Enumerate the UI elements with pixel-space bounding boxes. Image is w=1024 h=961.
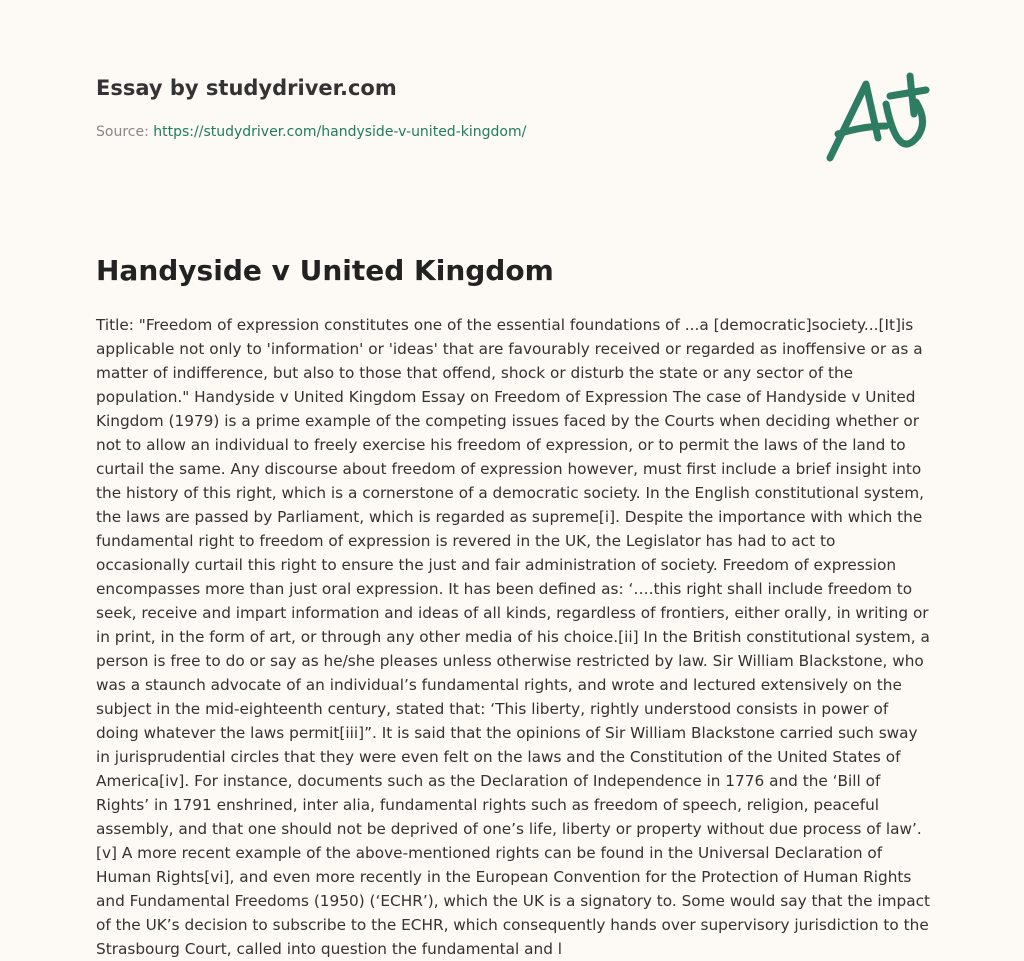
source-label: Source: [96, 124, 149, 140]
a-plus-logo-icon [818, 66, 938, 176]
site-brand: Essay by studydriver.com [96, 76, 397, 100]
article-title: Handyside v United Kingdom [96, 254, 554, 287]
source-line [96, 124, 526, 140]
source-link[interactable]: https://studydriver.com/handyside-v-united-kingdom/ [153, 124, 527, 140]
article-body: Title: "Freedom of expression constitutes one of the essential foundations of ...a [democratic]society...[It]is applicable not only to 'information' or 'ideas' that are favourably received or regarded as inoffensive or as a matter of indifference, but also to those that offend, shock or disturb the state or any sector of the population." Handyside v United Kingdom Essay on Freedom of Expression The case of Handyside v United Kingdom (1979) is a prime example of the competing issues faced by the Courts when deciding whether or not to allow an individual to freely exercise his freedom of expression, or to permit the laws of the land to curtail the same. Any discourse about freedom of expression however, must first include a brief insight into the history of this right, which is a cornerstone of a democratic society. In the English constitutional system, the laws are passed by Parliament, which is regarded as supreme[i]. Despite the importance with which the fundamental right to freedom of expression is revered in the UK, the Legislator has had to act to occasionally curtail this right to ensure the just and fair administration of society. Freedom of expression encompasses more than just oral expression. It has been defined as: ‘….this right shall include freedom to seek, receive and impart information and ideas of all kinds, regardless of frontiers, either orally, in writing or in print, in the form of art, or through any other media of his choice.[ii] In the British constitutional system, a person is free to do or say as he/she pleases unless otherwise restricted by law. Sir William Blackstone, who was a staunch advocate of an individual’s fundamental rights, and wrote and lectured extensively on the subject in the mid-eighteenth century, stated that: ‘This liberty, rightly understood consists in power of doing whatever the laws permit[iii]”. It is said that the opinions of Sir William Blackstone carried such sway in jurisprudential circles that they were even felt on the laws and the Constitution of the United States of America[iv]. For instance, documents such as the Declaration of Independence in 1776 and the ‘Bill of Rights’ in 1791 enshrined, inter alia, fundamental rights such as freedom of speech, religion, peaceful assembly, and that one should not be deprived of one’s life, liberty or property without due process of law’.[v] A more recent example of the above-mentioned rights can be found in the Universal Declaration of Human Rights[vi], and even more recently in the European Convention for the Protection of Human Rights and Fundamental Freedoms (1950) (‘ECHR’), which the UK is a signatory to. Some would say that the impact of the UK’s decision to subscribe to the ECHR, which consequently hands over supervisory jurisdiction to the Strasbourg Court, called into question the fundamental and l [96, 316, 931, 958]
